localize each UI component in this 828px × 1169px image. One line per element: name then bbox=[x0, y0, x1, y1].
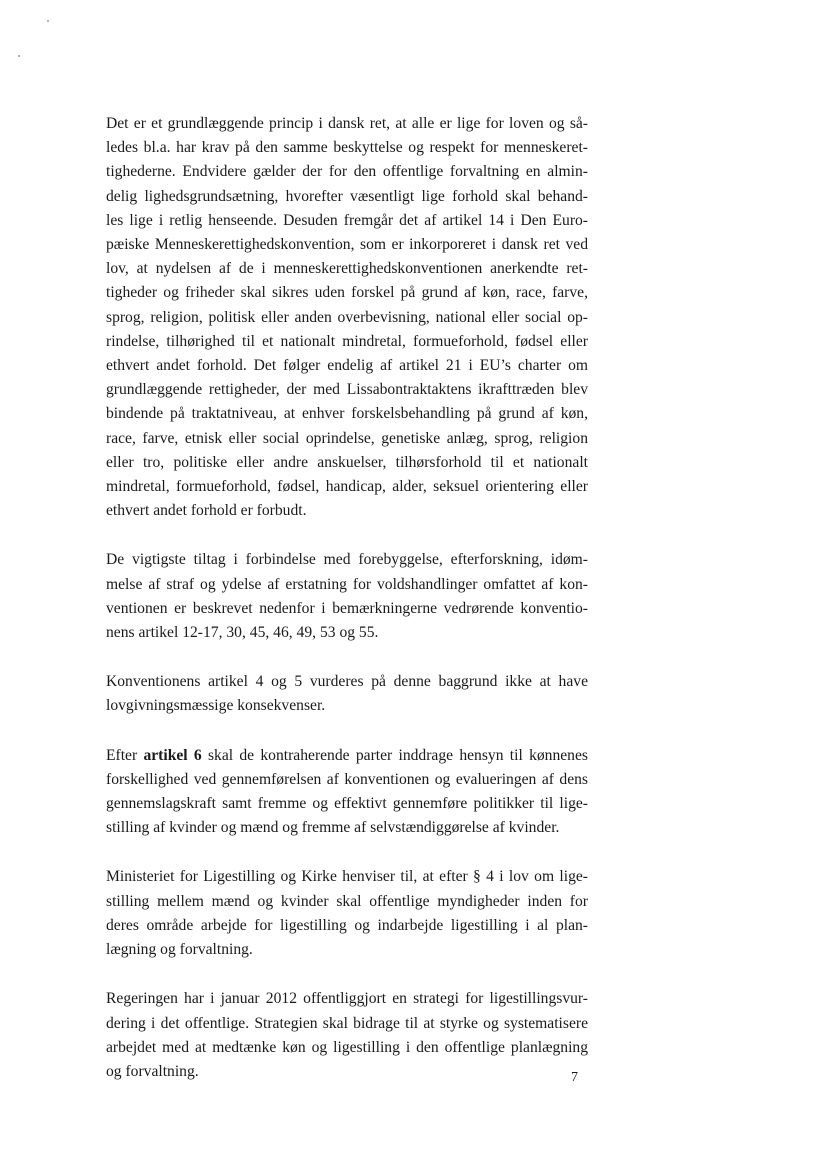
text-line: lægning og forvaltning. bbox=[106, 941, 253, 959]
article-reference-bold: artikel 6 bbox=[143, 746, 202, 764]
text-line: Ministeriet for Ligestilling og Kirke henviser til, at efter § 4 i lov om lige- bbox=[106, 868, 588, 886]
text-line: gennemslagskraft samt fremme og effektivt gennemføre politikker til lige- bbox=[106, 795, 588, 813]
text-line: melse af straf og ydelse af erstatning for voldshandlinger omfattet af kon- bbox=[106, 575, 588, 593]
text-line: ethvert andet forhold. Det følger endelig af artikel 21 i EU’s charter om bbox=[106, 357, 588, 375]
text-line: arbejdet med at medtænke køn og ligestilling i den offentlige planlægning bbox=[106, 1038, 588, 1056]
text-line: forskellighed ved gennemførelsen af konventionen og evalueringen af dens bbox=[106, 770, 588, 788]
scan-speck bbox=[18, 55, 20, 57]
text-line: lovgivningsmæssige konsekvenser. bbox=[106, 697, 326, 715]
text-line: sprog, religion, politisk eller anden overbevisning, national eller social op- bbox=[106, 308, 588, 326]
text-line: ventionen er beskrevet nedenfor i bemærkningerne vedrørende konventio- bbox=[106, 599, 588, 617]
text-line: deres område arbejde for ligestilling og indarbejde ligestilling i al plan- bbox=[106, 916, 588, 934]
text-line: og forvaltning. bbox=[106, 1062, 199, 1080]
text-line bbox=[106, 744, 588, 768]
scan-speck bbox=[47, 20, 49, 22]
text-line: grundlæggende rettigheder, der med Lissabontraktaktens ikrafttræden blev bbox=[106, 381, 588, 399]
text-line: nens artikel 12-17, 30, 45, 46, 49, 53 og 55. bbox=[106, 624, 379, 642]
text-line: ledes bl.a. har krav på den samme beskyttelse og respekt for menneskeret- bbox=[106, 139, 588, 157]
paragraph-article-6 bbox=[106, 744, 588, 841]
text-line: ethvert andet forhold er forbudt. bbox=[106, 502, 307, 520]
text-line: lov, at nydelsen af de i menneskerettighedskonventionen anerkendte ret- bbox=[106, 260, 588, 278]
text-line: Regeringen har i januar 2012 offentliggjort en strategi for ligestillingsvur- bbox=[106, 990, 588, 1008]
page-number: 7 bbox=[571, 1070, 578, 1085]
text-line: dering i det offentlige. Strategien skal bidrage til at styrke og systematisere bbox=[106, 1014, 588, 1032]
paragraph-articles-4-5 bbox=[106, 670, 588, 718]
text-line: les lige i retlig henseende. Desuden fremgår det af artikel 14 i Den Euro- bbox=[106, 211, 588, 229]
text-line: race, farve, etnisk eller social oprindelse, genetiske anlæg, sprog, religion bbox=[106, 429, 588, 447]
text-line: rindelse, tilhørighed til et nationalt mindretal, formueforhold, fødsel eller bbox=[106, 332, 588, 350]
text-line: Konventionens artikel 4 og 5 vurderes på denne baggrund ikke at have bbox=[106, 673, 588, 691]
text-run: Efter bbox=[106, 746, 144, 764]
text-line: eller tro, politiske eller andre anskuelser, tilhørsforhold til et nationalt bbox=[106, 453, 588, 471]
paragraph-equality-principle bbox=[106, 112, 588, 523]
text-line: stilling af kvinder og mænd og fremme af selvstændiggørelse af kvinder. bbox=[106, 819, 560, 837]
text-line: mindretal, formueforhold, fødsel, handicap, alder, seksuel orientering eller bbox=[106, 478, 588, 496]
text-run: skal de kontraherende parter inddrage hensyn til kønnenes bbox=[201, 746, 588, 764]
text-line: bindende på traktatniveau, at enhver forskelsbehandling på grund af køn, bbox=[106, 405, 588, 423]
paragraph-ministry bbox=[106, 865, 588, 962]
body-text bbox=[106, 112, 588, 1109]
paragraph-government-strategy bbox=[106, 987, 588, 1084]
text-line: tighederne. Endvidere gælder der for den offentlige forvaltning en almin- bbox=[106, 163, 588, 181]
paragraph-key-measures bbox=[106, 548, 588, 645]
text-line: tigheder og friheder skal sikres uden forskel på grund af køn, race, farve, bbox=[106, 284, 588, 302]
text-line: delig lighedsgrundsætning, hvorefter væsentligt lige forhold skal behand- bbox=[106, 187, 588, 205]
text-line: Det er et grundlæggende princip i dansk ret, at alle er lige for loven og så- bbox=[106, 115, 588, 132]
text-line: stilling mellem mænd og kvinder skal offentlige myndigheder inden for bbox=[106, 892, 588, 910]
text-line: pæiske Menneskerettighedskonvention, som er inkorporeret i dansk ret ved bbox=[106, 236, 588, 254]
text-line: De vigtigste tiltag i forbindelse med forebyggelse, efterforskning, idøm- bbox=[106, 551, 588, 569]
